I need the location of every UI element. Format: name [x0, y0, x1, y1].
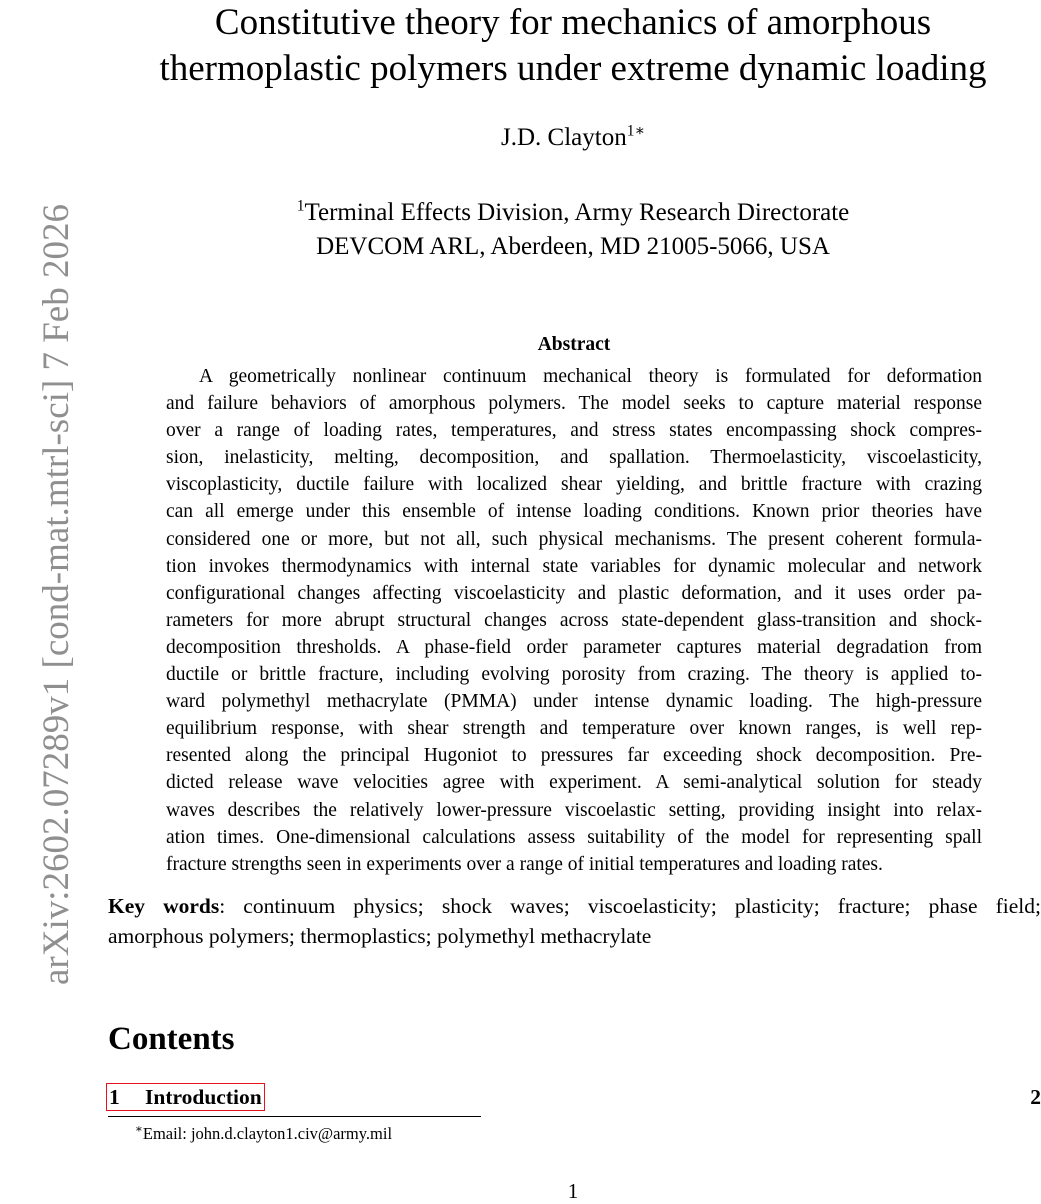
paper-title [100, 0, 1041, 92]
abstract-line: resented along the principal Hugoniot to pressures far exceeding shock decomposition. Pre- [166, 745, 982, 767]
abstract-line: configurational changes affecting viscoelasticity and plastic deformation, and it uses order pa- [166, 582, 982, 604]
keywords-line-1 [108, 892, 1041, 922]
abstract-line: dicted release wave velocities agree with experiment. A semi-analytical solution for steady [166, 772, 982, 794]
abstract-line: and failure behaviors of amorphous polymers. The model seeks to capture material response [166, 393, 982, 415]
toc-entry-page[interactable]: 2 [1030, 1085, 1041, 1109]
abstract-line: tion invokes thermodynamics with internal state variables for dynamic molecular and network [166, 555, 982, 577]
affiliation-marker: 1 [296, 197, 305, 215]
toc-entry-number: 1 [109, 1085, 120, 1109]
affiliation-line-2: DEVCOM ARL, Aberdeen, MD 21005-5066, USA [316, 233, 830, 260]
toc-entry [108, 1082, 1041, 1112]
abstract-line: fracture strengths seen in experiments over a range of initial temperatures and loading rates. [166, 853, 883, 875]
abstract-line: decomposition thresholds. A phase-field order parameter captures material degradation from [166, 636, 982, 658]
abstract-line: considered one or more, but not all, such physical mechanisms. The present coherent formula- [166, 528, 982, 550]
page-number: 1 [567, 1179, 579, 1203]
abstract-line: ward polymethyl methacrylate (PMMA) under intense dynamic loading. The high-pressure [166, 691, 982, 713]
abstract-heading: Abstract [537, 334, 611, 355]
toc-introduction-link[interactable] [106, 1083, 265, 1111]
abstract-line: ductile or brittle fracture, including evolving porosity from crazing. The theory is applied to- [166, 664, 982, 686]
abstract-line: A geometrically nonlinear continuum mechanical theory is formulated for deformation [199, 366, 982, 387]
abstract-line: sion, inelasticity, melting, decomposition, and spallation. Thermoelasticity, viscoelasticity, [166, 447, 982, 469]
abstract-line: viscoplasticity, ductile failure with localized shear yielding, and brittle fracture with crazing [166, 474, 982, 496]
keywords-label: Key words [108, 894, 220, 918]
arxiv-identifier-stamp: arXiv:2602.07289v1 [cond-mat.mtrl-sci] 7 Feb 2026 [36, 204, 77, 985]
abstract-line: rameters for more abrupt structural changes across state-dependent glass-transition and shock- [166, 609, 982, 631]
toc-entry-title: Introduction [145, 1085, 262, 1109]
contents-heading: Contents [108, 1021, 235, 1057]
footnote-marker: ∗ [135, 1123, 143, 1136]
footnote-email[interactable]: Email: john.d.clayton1.civ@army.mil [142, 1124, 393, 1143]
author-marks: 1∗ [626, 122, 645, 140]
abstract-line: waves describes the relatively lower-pressure viscoelastic setting, providing insight into relax- [166, 799, 982, 821]
affiliation [100, 196, 1041, 264]
footnote [135, 1123, 392, 1145]
paper-title-line-2: thermoplastic polymers under extreme dynamic loading [159, 48, 987, 89]
abstract-line: can all emerge under this ensemble of intense loading conditions. Known prior theories have [166, 501, 982, 523]
author-line [100, 123, 1041, 153]
keywords-list-1: : continuum physics; shock waves; viscoelasticity; plasticity; fracture; phase field; [219, 894, 1041, 918]
paper-title-line-1: Constitutive theory for mechanics of amorphous [214, 2, 932, 43]
footnote-rule [108, 1116, 481, 1117]
affiliation-text-1: Terminal Effects Division, Army Research Directorate [304, 199, 850, 226]
author-name: J.D. Clayton [501, 124, 627, 151]
abstract-line: ation times. One-dimensional calculations assess suitability of the model for representing spall [166, 826, 982, 848]
affiliation-line-1 [100, 196, 1041, 230]
abstract-line: equilibrium response, with shear strength and temperature over known ranges, is well rep- [166, 718, 982, 740]
keywords [108, 892, 1041, 951]
keywords-line-2: amorphous polymers; thermoplastics; polymethyl methacrylate [108, 923, 652, 948]
abstract-line: over a range of loading rates, temperatures, and stress states encompassing shock compres- [166, 420, 982, 442]
abstract-body [166, 363, 982, 878]
